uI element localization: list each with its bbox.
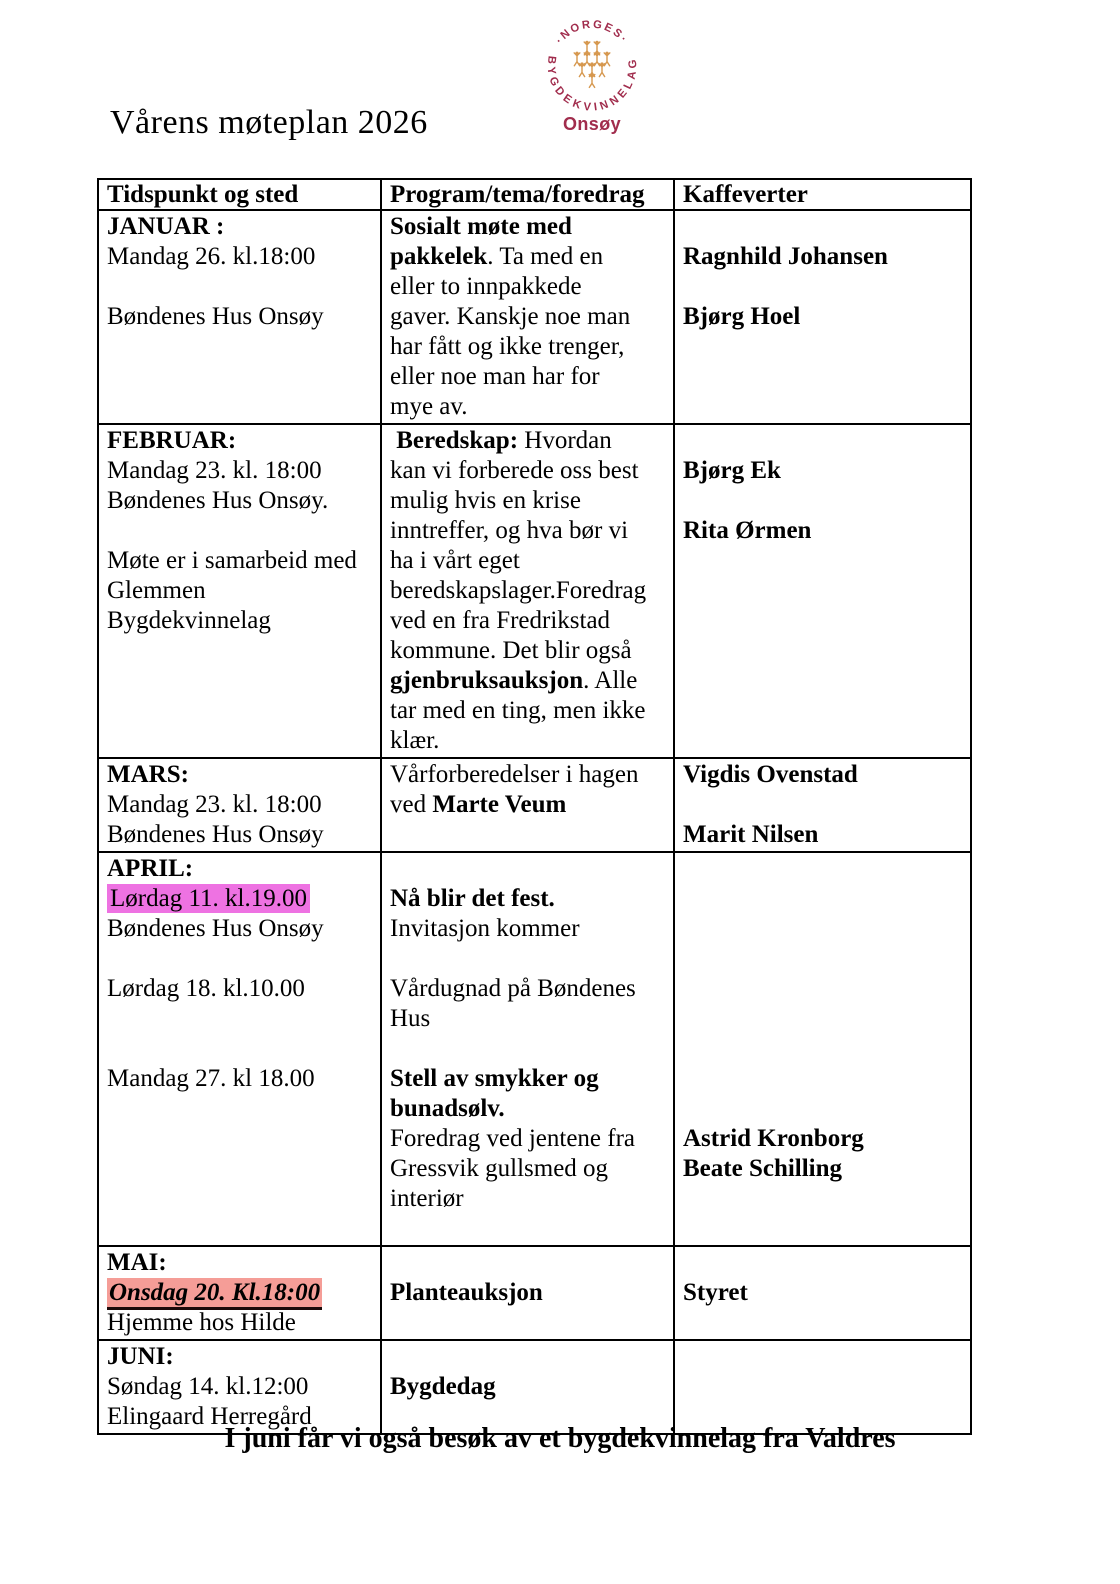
text-line [683, 884, 962, 914]
cell-program [381, 210, 674, 424]
text-line [683, 516, 962, 546]
text-line [390, 516, 665, 546]
text-run: Hjemme hos Hilde [107, 1309, 296, 1336]
text-line [107, 854, 372, 884]
text-run: Bøndenes Hus Onsøy [107, 821, 324, 848]
page-title: Vårens møteplan 2026 [110, 104, 428, 141]
text-run: Marte Veum [432, 791, 567, 818]
text-run: pakkelek [390, 243, 488, 270]
text-run: kommune. Det blir også [390, 637, 632, 664]
text-line [683, 486, 962, 516]
text-run: Marit Nilsen [683, 821, 819, 848]
cell-time-place [98, 852, 381, 1246]
text-line [390, 944, 665, 974]
text-line [683, 914, 962, 944]
text-line [390, 576, 665, 606]
org-logo-emblem [542, 12, 642, 112]
text-run: tar med en ting, men ikke [390, 697, 646, 724]
text-run: . Alle [583, 667, 638, 694]
text-run: bunadsølv. [390, 1095, 505, 1122]
text-line [107, 1004, 372, 1034]
text-line [107, 486, 372, 516]
text-run: JUNI: [107, 1343, 174, 1370]
text-run: Gressvik gullsmed og [390, 1155, 609, 1182]
text-run: Bøndenes Hus Onsøy. [107, 487, 329, 514]
text-run: beredskapslager.Foredrag [390, 577, 647, 604]
text-line [107, 1034, 372, 1064]
highlighted-text: Lørdag 11. kl.19.00 [107, 884, 310, 913]
cell-program [381, 852, 674, 1246]
text-line [683, 790, 962, 820]
text-line [107, 1064, 372, 1094]
text-line [683, 854, 962, 884]
text-run: Elingaard Herregård [107, 1403, 312, 1430]
text-run: eller noe man har for [390, 363, 600, 390]
text-line [107, 790, 372, 820]
text-line [107, 302, 372, 332]
text-run: APRIL: [107, 855, 194, 882]
text-line [390, 426, 665, 456]
text-run: Styret [683, 1279, 748, 1306]
text-line [390, 726, 665, 756]
text-run: MAI: [107, 1249, 167, 1276]
cell-time-place [98, 424, 381, 758]
table-row-juni [98, 1340, 971, 1434]
text-run: MARS: [107, 761, 189, 788]
text-run: Hus [390, 1005, 431, 1032]
text-line [390, 760, 665, 790]
cell-program [381, 1340, 674, 1434]
text-line [683, 1248, 962, 1278]
text-run: gjenbruksauksjon [390, 667, 584, 694]
text-line [390, 1034, 665, 1064]
text-run: Invitasjon kommer [390, 915, 580, 942]
text-run: interiør [390, 1185, 464, 1212]
text-run: har fått og ikke trenger, [390, 333, 625, 360]
text-line [390, 884, 665, 914]
text-line [390, 1154, 665, 1184]
text-line [107, 1248, 372, 1278]
text-line [390, 1094, 665, 1124]
text-line [390, 1342, 665, 1372]
text-line [683, 760, 962, 790]
text-run: Bøndenes Hus Onsøy [107, 303, 324, 330]
text-run: Foredrag ved jentene fra [390, 1125, 636, 1152]
text-line [390, 332, 665, 362]
text-line [107, 820, 372, 850]
text-line [390, 1248, 665, 1278]
table-row-mai [98, 1246, 971, 1340]
text-line [390, 272, 665, 302]
text-line [107, 546, 372, 576]
text-run: Vårforberedelser i hagen [390, 761, 639, 788]
logo-arc-top: ·NORGES· [553, 18, 631, 47]
cell-hosts [674, 210, 971, 424]
people-figures-icon [574, 41, 610, 88]
cell-hosts [674, 852, 971, 1246]
text-line [683, 944, 962, 974]
text-run: Beate Schilling [683, 1155, 843, 1182]
text-line [683, 1154, 962, 1184]
footer-note: I juni får vi også besøk av et bygdekvinnelag fra Valdres [224, 1423, 896, 1454]
table-row-februar [98, 424, 971, 758]
text-line [390, 456, 665, 486]
text-line [390, 1372, 665, 1402]
text-line [683, 426, 962, 456]
text-run: Beredskap: [390, 427, 519, 454]
text-line [390, 606, 665, 636]
text-line [107, 760, 372, 790]
text-line [683, 1278, 962, 1308]
text-line [107, 272, 372, 302]
text-line [107, 456, 372, 486]
text-run: mye av. [390, 393, 468, 420]
text-line [390, 546, 665, 576]
table-header-row [98, 179, 971, 210]
highlighted-text: Onsdag 20. Kl.18:00 [107, 1278, 322, 1310]
column-header-program: Program/tema/foredrag [381, 179, 674, 210]
text-run: FEBRUAR: [107, 427, 237, 454]
text-line [390, 1064, 665, 1094]
text-run: Bjørg Hoel [683, 303, 801, 330]
text-line [390, 242, 665, 272]
text-line [390, 302, 665, 332]
cell-program [381, 1246, 674, 1340]
text-line [107, 1372, 372, 1402]
text-line [107, 576, 372, 606]
text-line [683, 1124, 962, 1154]
org-logo [540, 12, 644, 135]
cell-hosts [674, 758, 971, 852]
text-line [683, 974, 962, 1004]
text-line [107, 426, 372, 456]
text-run: Mandag 27. kl 18.00 [107, 1065, 315, 1092]
text-line [390, 1004, 665, 1034]
text-line [390, 1124, 665, 1154]
text-run: Mandag 23. kl. 18:00 [107, 791, 322, 818]
text-line [107, 1342, 372, 1372]
table-row-januar [98, 210, 971, 424]
logo-arc-bottom: BYGDEKVINNELAG [544, 55, 640, 112]
text-line [390, 362, 665, 392]
text-line [683, 1004, 962, 1034]
column-header-time-place: Tidspunkt og sted [98, 179, 381, 210]
text-line [390, 666, 665, 696]
text-line [390, 1278, 665, 1308]
text-line [683, 456, 962, 486]
text-line [683, 1342, 962, 1372]
text-run: Planteauksjon [390, 1279, 543, 1306]
text-line [107, 884, 372, 914]
text-run: Astrid Kronborg [683, 1125, 864, 1152]
text-run: Stell av smykker og [390, 1065, 599, 1092]
text-run: Lørdag 18. kl.10.00 [107, 975, 305, 1002]
text-run: Søndag 14. kl.12:00 [107, 1373, 309, 1400]
text-line [390, 974, 665, 1004]
text-run: ved en fra Fredrikstad [390, 607, 611, 634]
cell-hosts [674, 424, 971, 758]
text-run: . Ta med en [487, 243, 604, 270]
text-run: Glemmen [107, 577, 206, 604]
text-line [390, 212, 665, 242]
text-line [683, 302, 962, 332]
text-run: kan vi forberede oss best [390, 457, 639, 484]
cell-program [381, 758, 674, 852]
cell-hosts [674, 1340, 971, 1434]
cell-time-place [98, 1246, 381, 1340]
text-line [390, 1184, 665, 1214]
cell-hosts [674, 1246, 971, 1340]
text-line [107, 974, 372, 1004]
cell-time-place [98, 210, 381, 424]
text-line [390, 636, 665, 666]
text-line [683, 242, 962, 272]
text-line [390, 854, 665, 884]
cell-time-place [98, 1340, 381, 1434]
text-run: Møte er i samarbeid med [107, 547, 357, 574]
text-line [390, 1214, 665, 1244]
table-row-mars [98, 758, 971, 852]
text-run: Bjørg Ek [683, 457, 781, 484]
text-run: Rita Ørmen [683, 517, 812, 544]
text-line [390, 914, 665, 944]
text-line [683, 820, 962, 850]
text-line [683, 1064, 962, 1094]
text-line [107, 606, 372, 636]
text-line [390, 486, 665, 516]
text-line [683, 212, 962, 242]
text-line [107, 212, 372, 242]
text-run: Vårdugnad på Bøndenes [390, 975, 636, 1002]
text-run: Ragnhild Johansen [683, 243, 888, 270]
text-line [107, 1308, 372, 1338]
cell-program [381, 424, 674, 758]
text-line [107, 516, 372, 546]
text-line [107, 944, 372, 974]
text-run: Bygdekvinnelag [107, 607, 271, 634]
text-run: Bygdedag [390, 1373, 496, 1400]
table-row-april [98, 852, 971, 1246]
text-run: inntreffer, og hva bør vi [390, 517, 629, 544]
text-run: klær. [390, 727, 440, 754]
text-line [107, 242, 372, 272]
text-run: Vigdis Ovenstad [683, 761, 858, 788]
text-line [107, 1278, 372, 1308]
text-run: ved [390, 791, 433, 818]
cell-time-place [98, 758, 381, 852]
text-run: mulig hvis en krise [390, 487, 581, 514]
column-header-hosts: Kaffeverter [674, 179, 971, 210]
text-line [390, 790, 665, 820]
text-line [683, 272, 962, 302]
text-run: JANUAR : [107, 213, 225, 240]
text-run: Hvordan [518, 427, 612, 454]
text-line [683, 1094, 962, 1124]
text-run: Sosialt møte med [390, 213, 572, 240]
text-line [390, 696, 665, 726]
text-run: ha i vårt eget [390, 547, 520, 574]
text-run: eller to innpakkede [390, 273, 582, 300]
text-line [683, 1034, 962, 1064]
text-run: gaver. Kanskje noe man [390, 303, 631, 330]
text-line [107, 914, 372, 944]
text-run: Mandag 26. kl.18:00 [107, 243, 316, 270]
text-run: Nå blir det fest. [390, 885, 555, 912]
text-run: Mandag 23. kl. 18:00 [107, 457, 322, 484]
text-run: Bøndenes Hus Onsøy [107, 915, 324, 942]
text-line [390, 392, 665, 422]
logo-subtitle: Onsøy [562, 114, 621, 134]
meeting-plan-table [97, 178, 972, 1435]
